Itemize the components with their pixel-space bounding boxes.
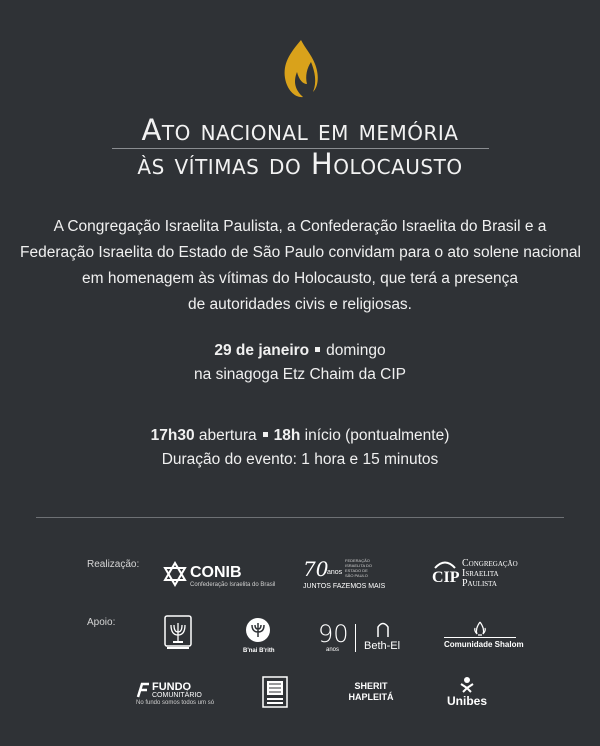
museum-emblem-logo	[262, 676, 288, 708]
fisesp-name: FEDERAÇÃO ISRAELITA DO ESTADO DE SÃO PAULO	[345, 558, 373, 578]
beth-el-anos: anos	[326, 647, 340, 653]
menorah-emblem-icon	[163, 615, 193, 651]
start-label: início (pontualmente)	[304, 427, 450, 444]
time-block	[0, 424, 600, 472]
title-line-2: às vítimas do Holocausto	[137, 147, 463, 181]
conib-logo	[162, 560, 276, 590]
title-line-1: Ato nacional em memória	[141, 113, 459, 147]
beth-el-years: 90	[318, 620, 349, 648]
sherit-hapleita-logo	[346, 681, 396, 705]
fundo-mark-icon	[136, 682, 150, 698]
conib-name: CONIB	[190, 564, 242, 581]
comunidade-shalom-logo	[444, 621, 524, 655]
bullet-separator	[263, 432, 268, 437]
fundo-name-2: COMUNITÁRIO	[152, 692, 202, 699]
menorah-icon	[243, 617, 273, 643]
bnai-brith-logo	[243, 617, 273, 653]
realizacao-label: Realização:	[87, 559, 140, 570]
intro-line: A Congregação Israelita Paulista, a Confederação Israelita do Brasil e a	[53, 218, 547, 235]
section-divider	[36, 517, 564, 518]
fisesp-logo	[303, 557, 386, 593]
fundo-comunitario-logo	[136, 681, 236, 707]
start-time: 18h	[273, 427, 301, 444]
opening-label: abertura	[198, 427, 257, 444]
date-block	[0, 339, 600, 387]
flame-emblem-icon	[472, 621, 488, 637]
bnai-brith-name: B'nai B'rith	[243, 648, 275, 654]
unibes-name: Unibes	[446, 694, 487, 708]
intro-line: em homenagem às vítimas do Holocausto, que terá a presença	[82, 270, 518, 287]
event-weekday: domingo	[326, 342, 386, 359]
comunidade-shalom-name: Comunidade Shalom	[444, 640, 524, 649]
beth-el-logo	[318, 620, 404, 656]
event-venue: na sinagoga Etz Chaim da CIP	[194, 366, 406, 383]
intro-line: de autoridades civis e religiosas.	[187, 296, 412, 313]
sherit-line-2: HAPLEITÁ	[348, 692, 394, 702]
israel-emblem-logo	[163, 615, 193, 651]
cip-short: CIP	[432, 569, 460, 586]
event-date: 29 de janeiro	[214, 342, 310, 359]
fisesp-anos: anos	[327, 569, 343, 576]
intro-paragraph	[20, 214, 580, 318]
cip-line-1: Congregação	[462, 558, 518, 569]
museum-emblem-icon	[262, 676, 288, 708]
unibes-logo	[446, 676, 488, 710]
event-duration: Duração do evento: 1 hora e 15 minutos	[161, 451, 439, 468]
arch-icon	[376, 621, 390, 637]
conib-subtitle: Confederação Israelita do Brasil	[190, 582, 276, 588]
cip-line-3: Paulista	[462, 578, 497, 589]
flame-icon	[281, 38, 319, 100]
arc-icon	[434, 559, 456, 569]
cip-logo	[432, 557, 518, 591]
star-of-david-icon	[162, 561, 188, 587]
fundo-tagline: No fundo somos todos um só	[136, 700, 215, 706]
beth-el-name: Beth-El	[364, 640, 401, 652]
bullet-separator	[315, 347, 320, 352]
apoio-label: Apoio:	[87, 617, 116, 628]
fundo-name: FUNDO	[152, 681, 192, 693]
fisesp-tagline: JUNTOS FAZEMOS MAIS	[303, 583, 386, 590]
fisesp-years: 70	[303, 557, 329, 581]
unibes-mark-icon	[458, 676, 476, 694]
cip-line-2: Israelita	[462, 568, 499, 579]
opening-time: 17h30	[150, 427, 195, 444]
sherit-line-1: SHERIT	[354, 681, 388, 691]
intro-line: Federação Israelita do Estado de São Paulo convidam para o ato solene nacional	[20, 244, 581, 261]
